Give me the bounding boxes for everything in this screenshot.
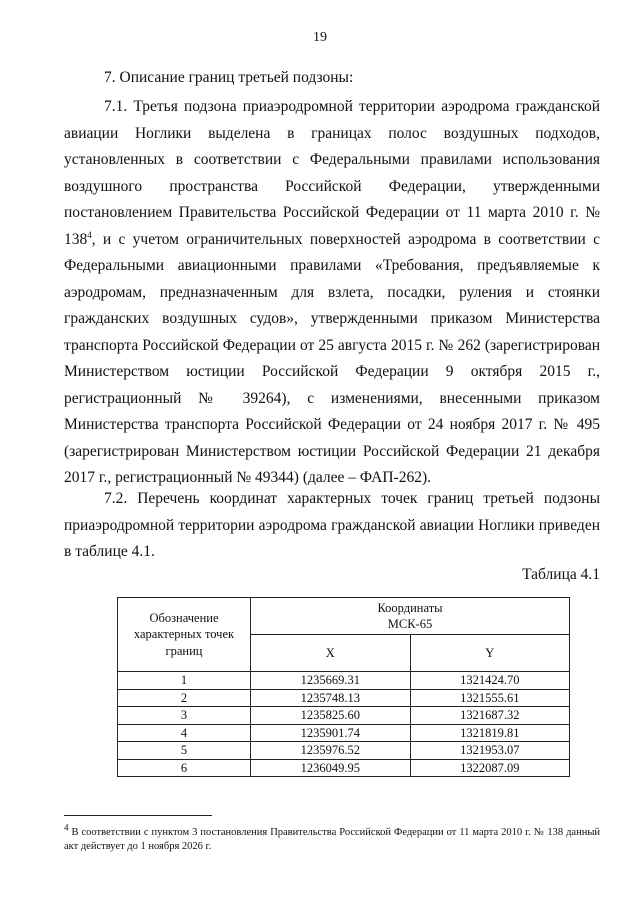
header-coordinates bbox=[251, 598, 570, 635]
table-header-row bbox=[118, 598, 570, 635]
cell-point: 6 bbox=[118, 759, 251, 777]
table-row bbox=[118, 759, 570, 777]
header-point: Обозначение характерных точек границ bbox=[118, 598, 251, 672]
cell-x: 1236049.95 bbox=[251, 759, 411, 777]
cell-point: 3 bbox=[118, 707, 251, 725]
paragraph-7-2-text: 7.2. Перечень координат характерных точек границ третьей подзоны приаэродромной территории аэродрома гражданской авиации Ноглики приведен в таблице 4.1. bbox=[64, 490, 600, 560]
header-x: X bbox=[251, 635, 411, 672]
table-row bbox=[118, 707, 570, 725]
cell-y: 1321953.07 bbox=[410, 742, 570, 760]
table-row bbox=[118, 724, 570, 742]
paragraph-7-1-part-1: 7.1. Третья подзона приаэродромной территории аэродрома гражданской авиации Ноглики выделена в границах полос воздушных подходов, установленных в соответствии с Федеральными правилами использования воздушного пространства Российской Федерации, утвержденными постановлением Правительства Российской Федерации от 11 марта 2010 г. № 138 bbox=[64, 98, 600, 248]
table-row bbox=[118, 742, 570, 760]
coordinates-table bbox=[117, 597, 570, 777]
section-heading bbox=[64, 65, 600, 92]
cell-x: 1235825.60 bbox=[251, 707, 411, 725]
header-y: Y bbox=[410, 635, 570, 672]
cell-x: 1235976.52 bbox=[251, 742, 411, 760]
cell-point: 4 bbox=[118, 724, 251, 742]
section-heading-text: 7. Описание границ третьей подзоны: bbox=[104, 69, 354, 86]
footnote bbox=[64, 822, 600, 854]
paragraph-7-1-text bbox=[64, 94, 600, 492]
cell-y: 1321687.32 bbox=[410, 707, 570, 725]
paragraph-7-1-part-2: , и с учетом ограничительных поверхностей аэродрома в соответствии с Федеральными авиационными правилами «Требования, предъявляемые к аэродромам, предназначенным для взлета, посадки, руления и стоянки гражданских воздушных судов», утвержденными приказом Министерства транспорта Российской Федерации от 25 августа 2015 г. № 262 (зарегистрирован Министерством юстиции Российской Федерации 9 октября 2015 г., регистрационный № 39264), с изменениями, внесенными приказом Министерства транспорта Российской Федерации от 24 ноября 2017 г. № 495 (зарегистрирован Министерством юстиции Российской Федерации 21 декабря 2017 г., регистрационный № 49344) (далее – ФАП-262). bbox=[64, 230, 600, 486]
footnote-divider bbox=[64, 815, 212, 816]
paragraph-7-1 bbox=[64, 94, 600, 492]
cell-x: 1235901.74 bbox=[251, 724, 411, 742]
header-coordinates-system: МСК-65 bbox=[387, 617, 433, 631]
page-number: 19 bbox=[313, 30, 327, 45]
cell-y: 1321819.81 bbox=[410, 724, 570, 742]
cell-y: 1322087.09 bbox=[410, 759, 570, 777]
cell-point: 5 bbox=[118, 742, 251, 760]
cell-x: 1235748.13 bbox=[251, 689, 411, 707]
table-row bbox=[118, 672, 570, 690]
footnote-mark: 4 bbox=[64, 822, 69, 833]
footnote-text: В соответствии с пунктом 3 постановления Правительства Российской Федерации от 11 марта 2010 г. № 138 данный акт действует до 1 ноября 2026 г. bbox=[64, 827, 600, 852]
paragraph-7-2 bbox=[64, 486, 600, 566]
cell-x: 1235669.31 bbox=[251, 672, 411, 690]
cell-point: 2 bbox=[118, 689, 251, 707]
table-caption: Таблица 4.1 bbox=[522, 566, 600, 583]
footnote-reference: 4 bbox=[87, 229, 92, 240]
table-row bbox=[118, 689, 570, 707]
cell-point: 1 bbox=[118, 672, 251, 690]
cell-y: 1321424.70 bbox=[410, 672, 570, 690]
header-coordinates-title: Координаты bbox=[377, 600, 443, 615]
cell-y: 1321555.61 bbox=[410, 689, 570, 707]
